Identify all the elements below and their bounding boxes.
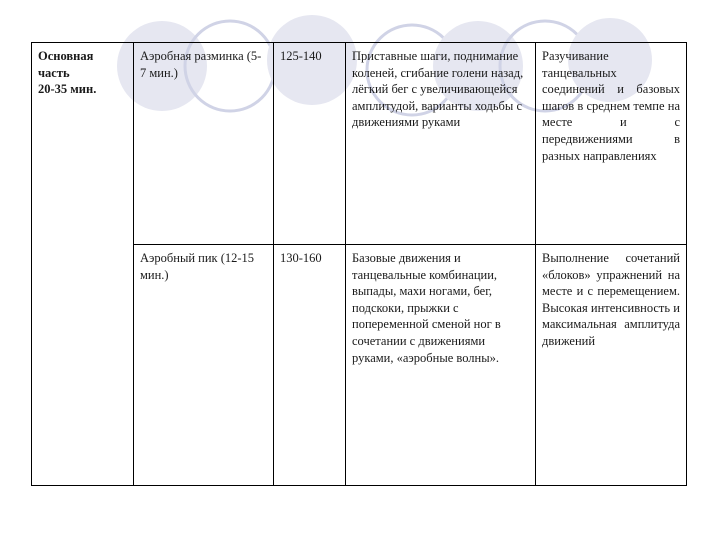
table-row	[32, 43, 687, 245]
notes-cell: Разучивание танцевальных соединений и базовых шагов в среднем темпе на месте и с передвижениями в разных направлениях	[536, 43, 687, 245]
pulse-cell: 125-140	[274, 43, 346, 245]
part-duration: 20-35 мин.	[38, 82, 97, 97]
pulse-cell: 130-160	[274, 245, 346, 486]
notes-cell: Выполнение сочетаний «блоков» упражнений на месте и с перемещением. Высокая интенсивность и максимальная амплитуда движений	[536, 245, 687, 486]
part-subtitle: часть	[38, 65, 70, 80]
content-cell: Приставные шаги, поднимание коленей, сгибание голени назад, лёгкий бег с увеличивающейся амплитудой, варианты ходьбы с движениями руками	[346, 43, 536, 245]
stage-cell: Аэробная разминка (5-7 мин.)	[134, 43, 274, 245]
stage-cell: Аэробный пик (12-15 мин.)	[134, 245, 274, 486]
part-title: Основная	[38, 49, 94, 63]
lesson-part-cell	[32, 43, 134, 486]
content-cell: Базовые движения и танцевальные комбинации, выпады, махи ногами, бег, подскоки, прыжки с попеременной сменой ног в сочетании с движениями руками, «аэробные волны».	[346, 245, 536, 486]
lesson-plan-table	[31, 42, 687, 486]
